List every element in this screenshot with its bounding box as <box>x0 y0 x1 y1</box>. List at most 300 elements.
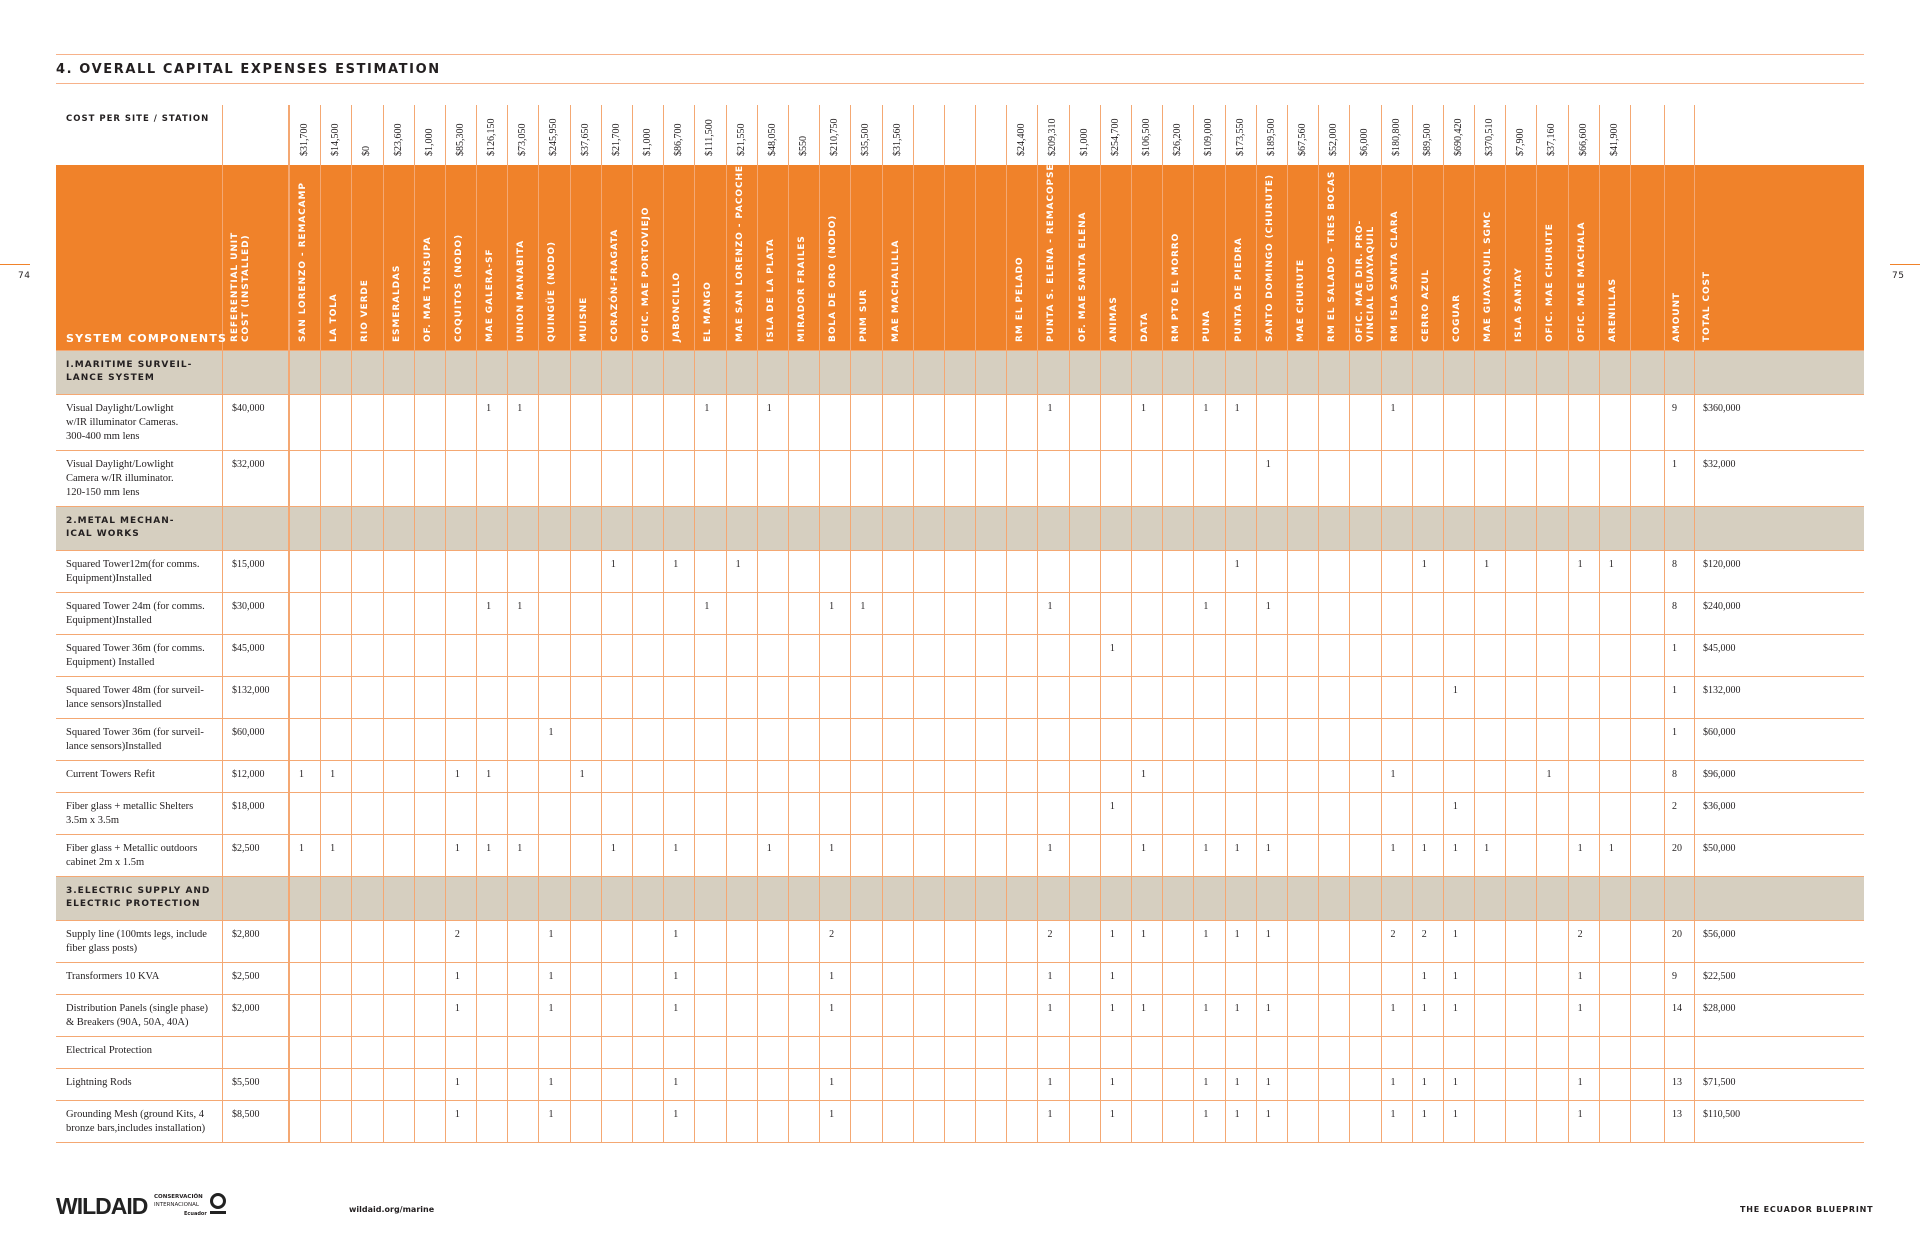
site-quantity: 1 <box>454 1077 460 1088</box>
section-label: 2.METAL MECHAN- ICAL WORKS <box>66 516 175 539</box>
grid-vline <box>1443 105 1444 1142</box>
grid-hline <box>56 450 1864 451</box>
unit-cost: $40,000 <box>232 403 265 414</box>
site-quantity: 1 <box>330 843 336 854</box>
site-cost: $370,510 <box>1484 118 1496 156</box>
site-header: PUNTA DE PIEDRA <box>1233 237 1244 342</box>
site-quantity: 1 <box>1047 601 1053 612</box>
site-header: OFIC. MAE MACHALA <box>1576 221 1587 342</box>
site-header: ISLA SANTAY <box>1514 267 1525 342</box>
site-cost: $1,000 <box>423 128 435 156</box>
site-cost: $210,750 <box>829 118 841 156</box>
site-header: MAE SAN LORENZO - PACOCHE <box>734 165 745 342</box>
site-cost: $14,500 <box>330 123 342 156</box>
site-header: MAE GALERA-SF <box>485 248 496 342</box>
footer-publication-title: THE ECUADOR BLUEPRINT <box>1740 1205 1874 1214</box>
site-quantity: 1 <box>673 843 679 854</box>
grid-hline <box>56 1036 1864 1037</box>
grid-hline <box>56 994 1864 995</box>
component-label: Current Towers Refit <box>66 769 155 780</box>
grid-vline <box>1568 105 1569 1142</box>
site-quantity: 1 <box>673 1003 679 1014</box>
site-quantity: 1 <box>454 769 460 780</box>
unit-cost: $2,800 <box>232 929 260 940</box>
site-quantity: 1 <box>704 601 710 612</box>
amount-header: AMOUNT <box>1672 292 1682 342</box>
site-cost: $31,560 <box>891 123 903 156</box>
total-cost-value: $132,000 <box>1703 685 1741 696</box>
site-quantity: 1 <box>1234 559 1240 570</box>
grid-hline <box>56 1100 1864 1101</box>
component-label: Grounding Mesh (ground Kits, 4 bronze bars,includes installation) <box>66 1109 206 1134</box>
site-header: SAN LORENZO - REMACAMP <box>298 182 308 342</box>
site-quantity: 1 <box>548 971 554 982</box>
site-header: PUNA <box>1202 309 1213 342</box>
grid-vline <box>601 105 602 1142</box>
site-quantity: 1 <box>1047 1003 1053 1014</box>
site-header: CORAZÓN-FRAGATA <box>609 228 620 342</box>
site-quantity: 1 <box>330 769 336 780</box>
site-quantity: 1 <box>1047 971 1053 982</box>
component-label: Squared Tower 24m (for comms. Equipment)Installed <box>66 601 205 626</box>
site-cost: $173,550 <box>1234 118 1246 156</box>
section-label: I.MARITIME SURVEIL- LANCE SYSTEM <box>66 360 193 383</box>
unit-cost: $45,000 <box>232 643 265 654</box>
total-cost-value: $28,000 <box>1703 1003 1736 1014</box>
site-quantity: 1 <box>1109 929 1115 940</box>
site-quantity: 1 <box>1452 971 1458 982</box>
grid-hline <box>56 676 1864 677</box>
grid-vline <box>1037 105 1038 1142</box>
site-cost: $89,500 <box>1421 123 1433 156</box>
grid-vline <box>632 105 633 1142</box>
site-header: RM EL PELADO <box>1015 256 1026 342</box>
unit-cost: $15,000 <box>232 559 265 570</box>
site-header: RM PTO EL MORRO <box>1171 232 1182 342</box>
site-cost: $24,400 <box>1016 123 1028 156</box>
site-cost: $66,600 <box>1577 123 1589 156</box>
site-header: MAE CHURUTE <box>1295 258 1306 342</box>
unit-cost: $8,500 <box>232 1109 260 1120</box>
grid-hline <box>56 592 1864 593</box>
site-quantity: 1 <box>1265 1003 1271 1014</box>
grid-vline <box>1287 105 1288 1142</box>
site-quantity: 1 <box>1577 971 1583 982</box>
site-quantity: 1 <box>1608 559 1614 570</box>
site-quantity: 1 <box>1141 929 1147 940</box>
site-cost: $111,500 <box>704 119 716 156</box>
site-header: EL MANGO <box>703 281 714 342</box>
site-quantity: 1 <box>1265 1109 1271 1120</box>
site-quantity: 1 <box>517 843 523 854</box>
site-quantity: 1 <box>1203 1003 1209 1014</box>
grid-vline <box>383 105 384 1142</box>
grid-vline <box>975 105 976 1142</box>
ci-logo-bar-icon <box>210 1211 226 1214</box>
grid-vline <box>1474 105 1475 1142</box>
grid-vline <box>757 105 758 1142</box>
grid-vline <box>476 105 477 1142</box>
site-quantity: 1 <box>1577 1003 1583 1014</box>
site-header: OFIC. MAE DIR. PRO- VINCIAL GUAYAQUIL <box>1355 219 1377 342</box>
site-quantity: 1 <box>766 403 772 414</box>
site-quantity: 1 <box>1141 403 1147 414</box>
site-quantity: 1 <box>1421 971 1427 982</box>
site-quantity: 1 <box>1234 1003 1240 1014</box>
grid-hline <box>56 760 1864 761</box>
unit-cost: $30,000 <box>232 601 265 612</box>
total-cost-value: $240,000 <box>1703 601 1741 612</box>
site-cost: $1,000 <box>1078 128 1090 156</box>
amount-value: 9 <box>1672 971 1677 982</box>
grid-hline <box>56 962 1864 963</box>
site-quantity: 1 <box>673 929 679 940</box>
grid-vline <box>538 105 539 1142</box>
site-quantity: 1 <box>486 403 492 414</box>
site-header: OF. MAE TONSUPA <box>422 236 433 342</box>
component-label: Visual Daylight/Lowlight w/IR illuminator Cameras. 300-400 mm lens <box>66 403 179 442</box>
grid-vline <box>850 105 851 1142</box>
site-quantity: 1 <box>1109 971 1115 982</box>
site-cost: $85,300 <box>454 123 466 156</box>
site-cost: $23,600 <box>392 123 404 156</box>
component-label: Visual Daylight/Lowlight Camera w/IR illuminator. 120-150 mm lens <box>66 459 174 498</box>
section-label: 3.ELECTRIC SUPPLY AND ELECTRIC PROTECTION <box>66 886 211 909</box>
site-header: ARENILLAS <box>1607 278 1618 342</box>
site-quantity: 1 <box>1577 559 1583 570</box>
site-header: QUINGÜE (NODO) <box>547 241 558 342</box>
site-quantity: 1 <box>1234 929 1240 940</box>
site-header: ANIMAS <box>1108 296 1119 342</box>
site-quantity: 1 <box>454 843 460 854</box>
site-quantity: 1 <box>1546 769 1552 780</box>
site-header: JABONCILLO <box>672 271 683 342</box>
site-quantity: 1 <box>1484 843 1490 854</box>
grid-vline <box>1536 105 1537 1142</box>
grid-vline <box>1381 105 1382 1142</box>
ci-logo-mark-icon <box>210 1193 226 1209</box>
site-quantity: 1 <box>1203 1077 1209 1088</box>
site-cost: $209,310 <box>1047 118 1059 156</box>
amount-value: 2 <box>1672 801 1677 812</box>
total-cost-value: $32,000 <box>1703 459 1736 470</box>
site-quantity: 1 <box>1109 643 1115 654</box>
site-quantity: 1 <box>1109 1003 1115 1014</box>
grid-hline <box>56 1142 1864 1143</box>
site-cost: $86,700 <box>673 123 685 156</box>
site-quantity: 1 <box>454 971 460 982</box>
component-label: Transformers 10 KVA <box>66 971 160 982</box>
site-quantity: 1 <box>1452 1109 1458 1120</box>
ci-logo-line2: INTERNACIONAL <box>154 1202 199 1208</box>
grid-vline <box>882 105 883 1142</box>
amount-value: 1 <box>1672 727 1677 738</box>
site-header: MAE MACHALILLA <box>890 239 901 342</box>
total-cost-value: $71,500 <box>1703 1077 1736 1088</box>
site-header: LA TOLA <box>329 293 340 342</box>
grid-vline <box>1630 105 1631 1142</box>
site-cost: $126,150 <box>486 118 498 156</box>
site-header: RM ISLA SANTA CLARA <box>1389 210 1400 342</box>
site-quantity: 1 <box>1047 843 1053 854</box>
site-quantity: 1 <box>1203 1109 1209 1120</box>
ci-logo-line1: CONSERVACIÓN <box>154 1194 203 1200</box>
site-quantity: 1 <box>548 1003 554 1014</box>
grid-hline <box>56 920 1864 921</box>
amount-value: 1 <box>1672 685 1677 696</box>
amount-value: 8 <box>1672 559 1677 570</box>
site-cost: $67,560 <box>1296 123 1308 156</box>
site-quantity: 1 <box>829 1077 835 1088</box>
site-quantity: 1 <box>1577 843 1583 854</box>
unit-cost: $5,500 <box>232 1077 260 1088</box>
ci-logo <box>154 1193 244 1223</box>
site-quantity: 1 <box>829 843 835 854</box>
total-cost-value: $22,500 <box>1703 971 1736 982</box>
site-quantity: 1 <box>1390 843 1396 854</box>
unit-cost: $32,000 <box>232 459 265 470</box>
site-quantity: 1 <box>1452 1003 1458 1014</box>
site-quantity: 1 <box>579 769 585 780</box>
site-quantity: 1 <box>829 971 835 982</box>
site-quantity: 1 <box>1390 1109 1396 1120</box>
site-header: OF. MAE SANTA ELENA <box>1077 211 1088 342</box>
site-quantity: 1 <box>1390 1003 1396 1014</box>
site-quantity: 1 <box>1203 929 1209 940</box>
grid-hline <box>56 350 1864 351</box>
page-title: 4. OVERALL CAPITAL EXPENSES ESTIMATION <box>56 62 441 77</box>
site-quantity: 1 <box>548 1077 554 1088</box>
site-quantity: 1 <box>829 1109 835 1120</box>
site-quantity: 1 <box>486 601 492 612</box>
system-components-label: SYSTEM COMPONENTS <box>66 332 228 345</box>
grid-vline <box>1505 105 1506 1142</box>
site-cost: $73,050 <box>517 123 529 156</box>
site-quantity: 1 <box>1421 843 1427 854</box>
ci-logo-line3: Ecuador <box>184 1211 207 1217</box>
grid-vline <box>1412 105 1413 1142</box>
site-quantity: 1 <box>1234 843 1240 854</box>
unit-cost: $2,000 <box>232 1003 260 1014</box>
grid-vline <box>570 105 571 1142</box>
unit-cost: $132,000 <box>232 685 270 696</box>
section-row-bg <box>56 350 1864 394</box>
amount-value: 8 <box>1672 601 1677 612</box>
site-quantity: 1 <box>1577 1077 1583 1088</box>
site-quantity: 1 <box>1421 559 1427 570</box>
total-cost-value: $120,000 <box>1703 559 1741 570</box>
grid-vline <box>1162 105 1163 1142</box>
grid-hline <box>56 876 1864 877</box>
site-quantity: 1 <box>610 843 616 854</box>
grid-vline <box>663 105 664 1142</box>
site-quantity: 1 <box>1452 929 1458 940</box>
site-cost: $550 <box>797 136 809 156</box>
grid-hline <box>56 506 1864 507</box>
site-header: ESMERALDAS <box>391 264 402 342</box>
site-quantity: 1 <box>1265 929 1271 940</box>
site-header: COQUITOS (NODO) <box>453 234 464 342</box>
component-label: Fiber glass + Metallic outdoors cabinet 2m x 1.5m <box>66 843 198 868</box>
component-label: Supply line (100mts legs, include fiber glass posts) <box>66 929 207 954</box>
amount-value: 20 <box>1672 843 1682 854</box>
grid-hline <box>56 394 1864 395</box>
site-quantity: 1 <box>673 971 679 982</box>
site-cost: $6,000 <box>1359 128 1371 156</box>
site-header: SANTO DOMINGO (CHURUTE) <box>1264 174 1275 342</box>
site-header: RM EL SALADO - TRES BOCAS <box>1327 170 1338 342</box>
component-label: Fiber glass + metallic Shelters 3.5m x 3.5m <box>66 801 194 826</box>
site-header-band <box>56 165 1864 350</box>
site-quantity: 1 <box>1484 559 1490 570</box>
site-quantity: 1 <box>673 1077 679 1088</box>
site-header: CERRO AZUL <box>1420 269 1431 342</box>
total-cost-value: $50,000 <box>1703 843 1736 854</box>
site-header: RIO VERDE <box>360 279 371 342</box>
site-quantity: 2 <box>1577 929 1583 940</box>
site-cost: $21,550 <box>735 123 747 156</box>
site-quantity: 1 <box>1452 1077 1458 1088</box>
site-quantity: 1 <box>1141 843 1147 854</box>
site-cost: $31,700 <box>299 123 310 156</box>
unit-cost-header: REFERENTIAL UNIT COST (INSTALLED) <box>230 231 251 342</box>
total-cost-value: $45,000 <box>1703 643 1736 654</box>
amount-value: 1 <box>1672 459 1677 470</box>
site-cost: $254,700 <box>1109 118 1121 156</box>
site-header: MIRADOR FRAILES <box>796 235 807 342</box>
section-row-bg <box>56 876 1864 920</box>
site-cost: $52,000 <box>1328 123 1340 156</box>
site-quantity: 1 <box>1452 685 1458 696</box>
site-quantity: 1 <box>1452 843 1458 854</box>
component-label: Squared Tower 36m (for surveil- lance sensors)Installed <box>66 727 204 752</box>
site-quantity: 1 <box>1577 1109 1583 1120</box>
site-quantity: 1 <box>1265 1077 1271 1088</box>
component-label: Electrical Protection <box>66 1045 153 1056</box>
grid-hline <box>56 834 1864 835</box>
site-quantity: 1 <box>1390 403 1396 414</box>
grid-hline <box>56 792 1864 793</box>
site-quantity: 1 <box>1421 1003 1427 1014</box>
site-quantity: 1 <box>299 843 304 854</box>
site-cost: $109,000 <box>1203 118 1215 156</box>
site-quantity: 1 <box>1047 1077 1053 1088</box>
site-header: DATA <box>1140 312 1151 342</box>
grid-vline <box>944 105 945 1142</box>
site-quantity: 1 <box>1141 1003 1147 1014</box>
component-label: Squared Tower12m(for comms. Equipment)Installed <box>66 559 200 584</box>
site-header: PNM SUR <box>859 288 870 342</box>
wildaid-logo: WILDAID <box>56 1193 148 1219</box>
site-quantity: 1 <box>1608 843 1614 854</box>
grid-vline <box>1225 105 1226 1142</box>
site-quantity: 1 <box>673 559 679 570</box>
site-quantity: 1 <box>673 1109 679 1120</box>
total-cost-value: $96,000 <box>1703 769 1736 780</box>
site-quantity: 1 <box>548 727 554 738</box>
site-quantity: 1 <box>704 403 710 414</box>
unit-cost: $60,000 <box>232 727 265 738</box>
site-quantity: 1 <box>1109 1109 1115 1120</box>
site-quantity: 1 <box>1047 1109 1053 1120</box>
site-quantity: 1 <box>1421 1077 1427 1088</box>
grid-vline <box>1131 105 1132 1142</box>
component-label: Lightning Rods <box>66 1077 132 1088</box>
page-number-left: 74 <box>18 271 31 281</box>
grid-hline <box>56 634 1864 635</box>
grid-vline <box>913 105 914 1142</box>
site-header: MAE GUAYAQUIL SGMC <box>1483 210 1494 342</box>
amount-value: 9 <box>1672 403 1677 414</box>
site-quantity: 1 <box>1203 403 1209 414</box>
site-quantity: 2 <box>1421 929 1427 940</box>
site-cost: $189,500 <box>1265 118 1277 156</box>
unit-cost: $2,500 <box>232 843 260 854</box>
total-cost-value: $56,000 <box>1703 929 1736 940</box>
site-cost: $41,900 <box>1608 123 1620 156</box>
grid-vline <box>1318 105 1319 1142</box>
grid-vline <box>320 105 321 1142</box>
grid-vline <box>1193 105 1194 1142</box>
grid-vline <box>1349 105 1350 1142</box>
site-cost: $26,200 <box>1172 123 1184 156</box>
grid-vline <box>1256 105 1257 1142</box>
amount-value: 13 <box>1672 1077 1682 1088</box>
grid-vline <box>289 105 290 1142</box>
section-row-bg <box>56 506 1864 550</box>
site-cost: $180,800 <box>1390 118 1402 156</box>
site-quantity: 1 <box>1421 1109 1427 1120</box>
unit-cost: $18,000 <box>232 801 265 812</box>
site-quantity: 2 <box>1047 929 1053 940</box>
site-header: COGUAR <box>1451 294 1462 342</box>
site-header: UNION MANABITA <box>516 239 527 342</box>
site-quantity: 1 <box>299 769 304 780</box>
grid-vline <box>445 105 446 1142</box>
grid-vline <box>414 105 415 1142</box>
site-cost: $245,950 <box>548 118 560 156</box>
grid-vline <box>694 105 695 1142</box>
site-quantity: 1 <box>517 403 523 414</box>
site-quantity: 1 <box>517 601 523 612</box>
grid-vline <box>819 105 820 1142</box>
footer-url[interactable]: wildaid.org/marine <box>349 1205 435 1214</box>
site-quantity: 1 <box>610 559 616 570</box>
site-quantity: 1 <box>1109 1077 1115 1088</box>
site-header: OFIC. MAE CHURUTE <box>1545 223 1556 342</box>
grid-vline <box>788 105 789 1142</box>
component-label: Squared Tower 48m (for surveil- lance sensors)Installed <box>66 685 204 710</box>
site-cost: $1,000 <box>642 128 654 156</box>
grid-hline <box>56 1068 1864 1069</box>
site-cost: $37,160 <box>1546 123 1558 156</box>
site-quantity: 1 <box>1390 769 1396 780</box>
site-cost: $21,700 <box>610 123 622 156</box>
site-quantity: 1 <box>1390 1077 1396 1088</box>
site-quantity: 1 <box>1265 459 1271 470</box>
site-quantity: 1 <box>829 601 835 612</box>
site-quantity: 1 <box>548 1109 554 1120</box>
grid-vline <box>351 105 352 1142</box>
grid-vline <box>222 105 223 1142</box>
site-header: OFIC. MAE PORTOVIEJO <box>641 206 652 342</box>
cost-row-label: COST PER SITE / STATION <box>66 114 210 124</box>
grid-vline <box>1100 105 1101 1142</box>
grid-vline <box>1694 105 1695 1142</box>
site-cost: $690,420 <box>1452 118 1464 156</box>
site-cost: $35,500 <box>860 123 872 156</box>
site-quantity: 1 <box>1234 1109 1240 1120</box>
